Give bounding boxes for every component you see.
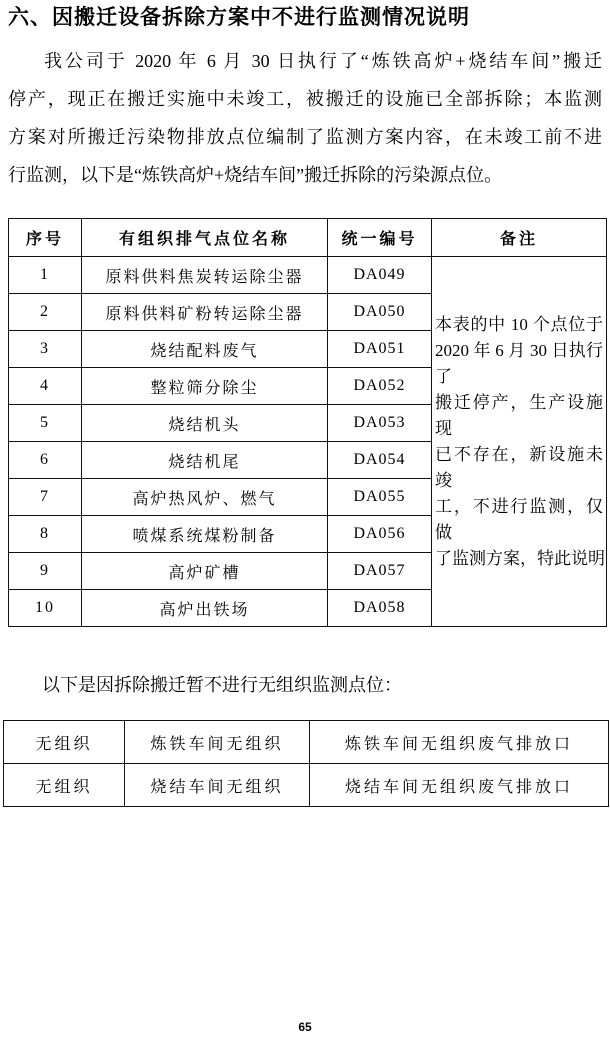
header-remark: 备注 [432,219,607,257]
cell-seq: 10 [9,590,82,627]
cell-seq: 2 [9,294,82,331]
organized-outlets-table [8,218,607,627]
cell-code: DA054 [328,442,432,479]
remark-line: 已不存在，新设施未竣 [435,444,603,490]
cell-name: 高炉出铁场 [82,590,328,627]
header-code: 统一编号 [328,219,432,257]
remark-line: 了监测方案，特此说明 [435,548,605,568]
cell-seq: 5 [9,405,82,442]
cell-seq: 7 [9,479,82,516]
paragraph-line: 行监测，以下是“炼铁高炉+烧结车间”搬迁拆除的污染源点位。 [8,165,503,185]
cell-seq: 1 [9,257,82,294]
section-title: 六、因搬迁设备拆除方案中不进行监测情况说明 [8,6,470,29]
cell-name: 烧结配料废气 [82,331,328,368]
cell-workshop: 烧结车间无组织 [125,764,310,807]
intro-paragraph [8,42,602,194]
cell-seq: 6 [9,442,82,479]
cell-code: DA049 [328,257,432,294]
cell-outlet: 炼铁车间无组织废气排放口 [310,721,609,764]
cell-seq: 9 [9,553,82,590]
cell-code: DA057 [328,553,432,590]
cell-name: 整粒筛分除尘 [82,368,328,405]
paragraph-line: 停产，现正在搬迁实施中未竣工，被搬迁的设施已全部拆除；本监测 [8,89,602,109]
cell-seq: 3 [9,331,82,368]
cell-name: 烧结机尾 [82,442,328,479]
cell-code: DA050 [328,294,432,331]
fugitive-outlets-table [3,720,609,807]
header-seq: 序号 [9,219,82,257]
page-number: 65 [298,1020,312,1034]
cell-seq: 8 [9,516,82,553]
cell-seq: 4 [9,368,82,405]
cell-code: DA053 [328,405,432,442]
cell-code: DA058 [328,590,432,627]
table-row [9,257,607,294]
cell-code: DA056 [328,516,432,553]
remark-line: 本表的中 10 个点位于 [435,314,603,334]
second-intro: 以下是因拆除搬迁暂不进行无组织监测点位： [42,675,402,695]
cell-type: 无组织 [4,764,125,807]
cell-workshop: 炼铁车间无组织 [125,721,310,764]
paragraph-line: 方案对所搬迁污染物排放点位编制了监测方案内容，在未竣工前不进 [8,127,602,147]
remark-line: 工，不进行监测，仅做 [435,496,603,542]
table-header-row [9,219,607,257]
table-row [4,721,609,764]
remark-cell [432,257,607,627]
remark-line: 搬迁停产，生产设施现 [435,392,603,438]
cell-type: 无组织 [4,721,125,764]
cell-name: 原料供料焦炭转运除尘器 [82,257,328,294]
cell-name: 烧结机头 [82,405,328,442]
cell-name: 原料供料矿粉转运除尘器 [82,294,328,331]
header-name: 有组织排气点位名称 [82,219,328,257]
cell-code: DA055 [328,479,432,516]
remark-line: 2020 年 6 月 30 日执行了 [435,340,603,386]
cell-name: 高炉热风炉、燃气 [82,479,328,516]
cell-outlet: 烧结车间无组织废气排放口 [310,764,609,807]
cell-code: DA051 [328,331,432,368]
cell-code: DA052 [328,368,432,405]
table-row [4,764,609,807]
paragraph-line: 我公司于 2020 年 6 月 30 日执行了“炼铁高炉+烧结车间”搬迁 [44,51,602,71]
cell-name: 高炉矿槽 [82,553,328,590]
cell-name: 喷煤系统煤粉制备 [82,516,328,553]
